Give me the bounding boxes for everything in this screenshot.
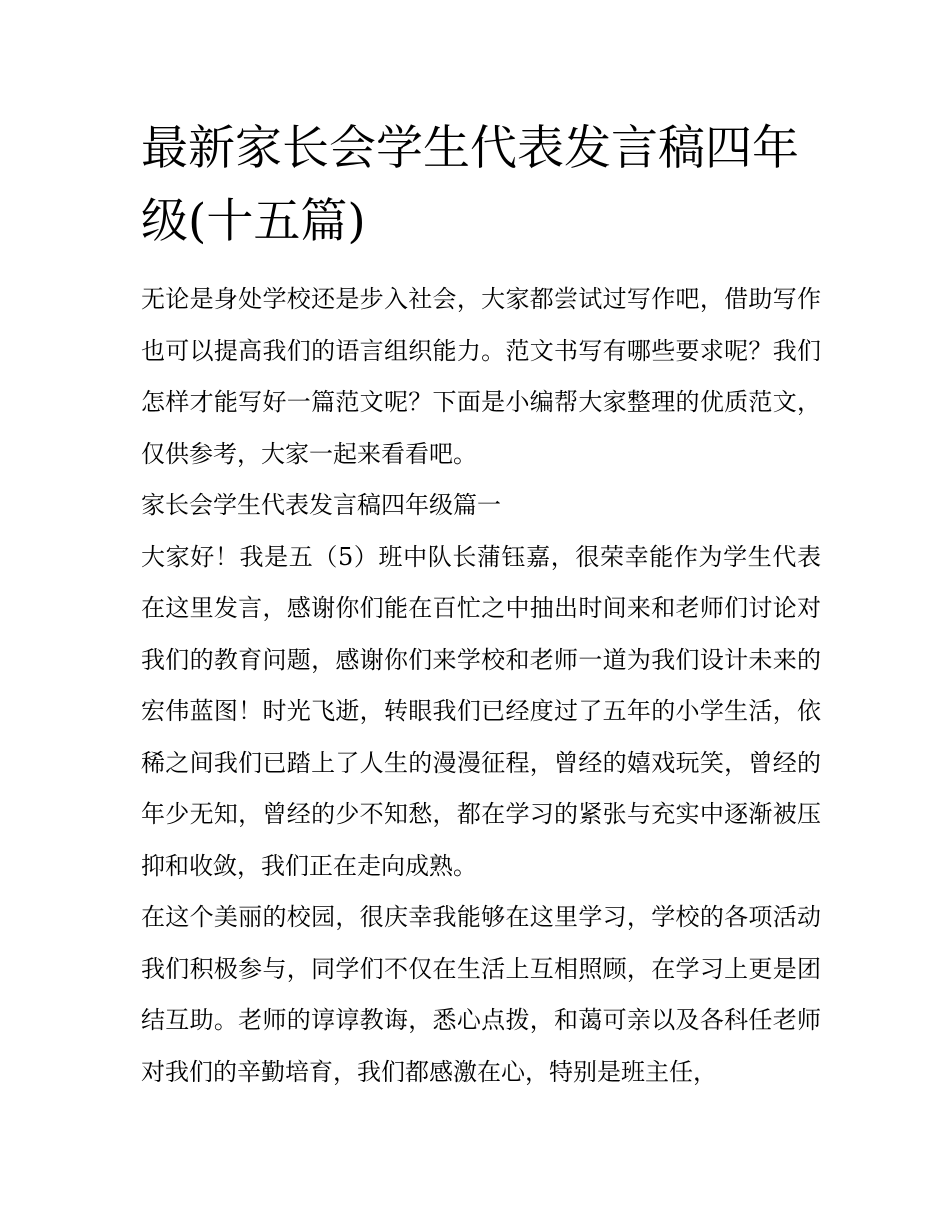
section-heading: 家长会学生代表发言稿四年级篇一: [141, 491, 501, 519]
body-paragraph: 大家好！我是五（5）班中队长蒲钰嘉，很荣幸能作为学生代表在这里发言，感谢你们能在百忙之中抽出时间来和老师们讨论对我们的教育问题，感谢你们来学校和老师一道为我们设计未来的宏伟蓝图！时光飞逝，转眼我们已经度过了五年的小学生活，依稀之间我们已踏上了人生的漫漫征程，曾经的嬉戏玩笑，曾经的年少无知，曾经的少不知愁，都在学习的紧张与充实中逐渐被压抑和收敛，我们正在走向成熟。: [141, 542, 821, 880]
body-paragraph: 在这个美丽的校园，很庆幸我能够在这里学习，学校的各项活动我们积极参与，同学们不仅在生活上互相照顾，在学习上更是团结互助。老师的谆谆教诲，悉心点拨，和蔼可亲以及各科任老师对我们的辛勤培育，我们都感激在心，特别是班主任，: [141, 903, 821, 1086]
document-body: [141, 112, 821, 1098]
document-title: 最新家长会学生代表发言稿四年级(十五篇): [141, 121, 799, 249]
intro-paragraph: 无论是身处学校还是步入社会，大家都尝试过写作吧，借助写作也可以提高我们的语言组织能力。范文书写有哪些要求呢？我们怎样才能写好一篇范文呢？下面是小编帮大家整理的优质范文，仅供参考，大家一起来看看吧。: [141, 285, 821, 468]
